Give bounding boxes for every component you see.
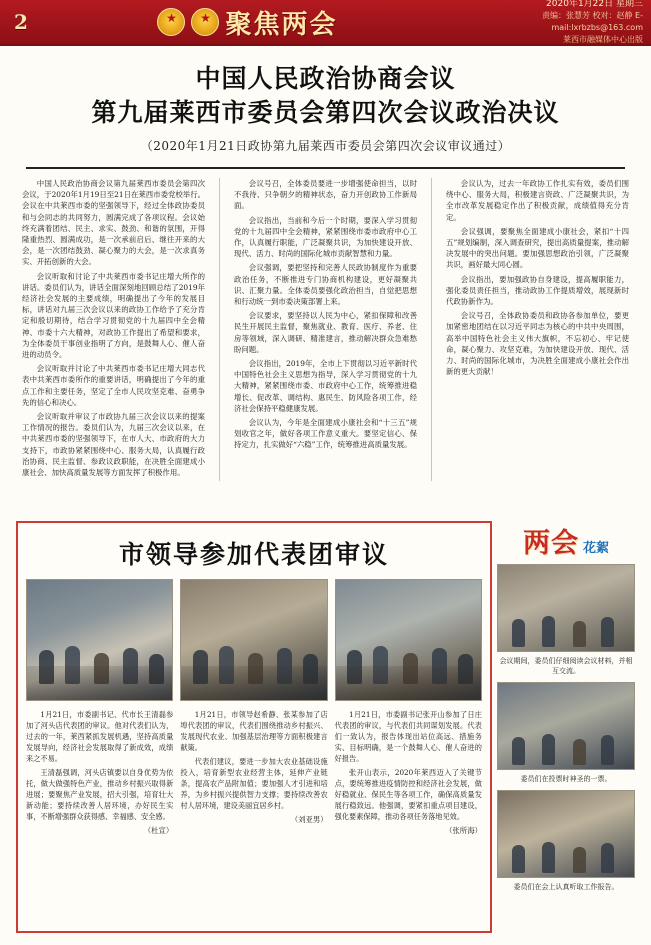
column-divider <box>219 178 220 481</box>
paragraph: 王清磊强调，河头店镇要以自身优势为依托，做大做强特色产业，推动乡村振兴取得新进展；要聚焦产业发展，招大引强，培育壮大新动能；要持续改善人居环境，办好民生实事，不断增强群众获得感、幸福感、安全感。 <box>26 768 174 821</box>
national-emblem-icon <box>157 8 185 36</box>
sidebar-rail <box>497 521 635 929</box>
paragraph: 会议号召，全体政协委员和政协各参加单位，要更加紧密地团结在以习近平同志为核心的中共中央周围，高举中国特色社会主义伟大旗帜，不忘初心、牢记使命，凝心聚力、攻坚克难，为加快建设开放、现代、活力、时尚的国际化城市，为决胜全面建成小康社会作出新的更大贡献！ <box>446 311 629 377</box>
cppcc-emblem-icon <box>191 8 219 36</box>
feature-column-1 <box>26 709 173 836</box>
rail-caption-1: 会议期间，委员们仔细阅读会议材料，并相互交流。 <box>499 657 633 675</box>
paragraph: 张开山表示，2020年莱西迈入了关键节点，要统筹推进疫情防控和经济社会发展，做好稳就业、保民生等各项工作，确保高质量发展行稳致远。他强调，要紧扣重点项目建设，强化要素保障，推动各项任务落地见效。 <box>334 768 482 821</box>
masthead-info <box>453 0 651 46</box>
feature-photo-row <box>18 579 490 701</box>
paragraph: 会议听取和讨论了中共莱西市委书记庄增大所作的讲话。委员们认为，讲话全面深刻地回顾总结了2019年经济社会发展的主要成绩，明确提出了今年的发展目标，讲话对九届三次会议以来的政协工作给予了充分肯定和殷切期待，结合学习贯彻党的十九届四中全会精神、市委十六大精神，对政协工作提出了希望和要求，为全体委员干事创业指明了方向，是鼓舞人心、催人奋进的动员令。 <box>22 271 205 360</box>
page-number: 2 <box>14 10 28 34</box>
article-column-3 <box>446 178 629 481</box>
photo-shade <box>336 666 481 700</box>
article-column-2 <box>234 178 417 481</box>
headline-line-2: 第九届莱西市委员会第四次会议政治决议 <box>91 98 560 127</box>
feature-text-row <box>18 701 490 836</box>
photo-delegation-2 <box>180 579 327 701</box>
paragraph: 会议指出，要加强政协自身建设，提高履职能力，强化委员责任担当，推动政协工作提质增效，展现新时代政协新作为。 <box>446 274 629 307</box>
headline-subtitle: （2020年1月21日政协第九届莱西市委员会第四次会议审议通过） <box>140 139 511 153</box>
paragraph: 会议认为，过去一年政协工作扎实有效，委员们围绕中心、服务大局，积极建言资政、广泛凝聚共识，为全市改革发展稳定作出了积极贡献，成绩值得充分肯定。 <box>446 179 629 222</box>
photo-shade <box>27 666 172 700</box>
photo-delegation-3 <box>335 579 482 701</box>
byline: （杜宣） <box>143 826 174 835</box>
photo-rail-3 <box>497 790 635 878</box>
paragraph: 会议认为，今年是全面建成小康社会和“十三五”规划收官之年，做好各项工作意义重大。要坚定信心、保持定力，扎实做好“六稳”工作，统筹推进高质量发展。 <box>234 418 417 450</box>
paragraph: 会议指出，当前和今后一个时期，要深入学习贯彻党的十九届四中全会精神，紧紧围绕市委市政府中心工作，认真履行职能，广泛凝聚共识，为加快建设开放、现代、活力、时尚的国际化城市贡献智慧和力量。 <box>234 215 417 259</box>
column-divider <box>431 178 432 481</box>
headline-block <box>0 46 651 158</box>
paragraph: 会议号召，全体委员要进一步增强使命担当，以时不我待、只争朝夕的精神状态，奋力开创政协工作新局面。 <box>234 179 417 211</box>
article-body <box>0 169 651 481</box>
article-column-1 <box>22 178 205 481</box>
paragraph: 1月21日，市委副书记、代市长王清磊参加了河头店代表团的审议。他对代表们认为，过去的一年，莱西紧抓发展机遇，坚持高质量发展导向，经济社会发展取得了新成效，成绩来之不易。 <box>26 710 174 763</box>
paragraph: 会议强调，要把坚持和完善人民政协制度作为重要政治任务，不断推进专门协商机构建设，更好凝聚共识、汇聚力量。全体委员要强化政治担当，自觉把思想和行动统一到市委决策部署上来。 <box>234 263 417 307</box>
masthead-center <box>42 4 453 41</box>
rail-title-sub: 花絮 <box>582 541 609 556</box>
headline-line-1: 中国人民政治协商会议 <box>195 64 456 93</box>
paragraph: 1月21日，市领导赵希静、张某参加了店埠代表团的审议，代表们围绕推动乡村振兴、发展现代农业、加强基层治理等方面积极建言献策。 <box>180 710 328 752</box>
rail-title <box>497 521 635 564</box>
paragraph: 会议听取并审议了市政协九届三次会议以来的提案工作情况的报告。委员们认为，九届三次会议以来，在中共莱西市委的坚强领导下，在市人大、市政府的大力支持下，市政协紧紧围绕中心、服务大局，认真履行政治协商、民主监督、参政议政职能，在决胜全面建成小康社会、加快高质量发展等方面发挥了积极作用。 <box>22 412 205 478</box>
paragraph: 中国人民政治协商会议第九届莱西市委员会第四次会议，于2020年1月19日至21日在莱西市委党校举行。会议在中共莱西市委的坚强领导下，经过全体政协委员和与会同志的共同努力，圆满完成了各项议程。会议始终充满着团结、民主、求实、鼓劲、和谐的氛围，开得隆重热烈、圆满成功，是一次承前启后、继往开来的大会，是一次团结鼓劲、凝心聚力的大会，是一次求真务实、开拓创新的大会。 <box>22 179 205 267</box>
photo-rail-1 <box>497 564 635 652</box>
rail-title-main: 两会 <box>522 528 579 559</box>
paragraph: 1月21日，市委副书记张开山参加了日庄代表团的审议，与代表们共同谋划发展。代表们一致认为，报告体现出站位高远、措施务实、目标明确，是一个鼓舞人心、催人奋进的好报告。 <box>334 710 482 763</box>
paragraph: 会议强调，要聚焦全面建成小康社会，紧扣“十四五”规划编制，深入调查研究，提出高质量提案，推动解决发展中的突出问题。要加强思想政治引领，广泛凝聚共识，画好最大同心圆。 <box>446 226 629 270</box>
rail-caption-3: 委员们在会上认真听取工作报告。 <box>513 883 619 891</box>
paragraph: 会议要求，要坚持以人民为中心，紧扣保障和改善民生开展民主监督，聚焦就业、教育、医疗、养老、住房等领域，深入调研、精准建言，推动解决群众急难愁盼问题。 <box>234 311 417 354</box>
masthead <box>0 0 651 46</box>
masthead-editor-line: 责编：张慧芳 校对：赵静 E-mail:lxrbzbs@163.com <box>541 11 643 32</box>
byline: （刘亚男） <box>290 815 328 824</box>
masthead-title: 聚焦两会 <box>225 9 338 40</box>
photo-delegation-1 <box>26 579 173 701</box>
masthead-publisher-line: 莱西市融媒体中心出版 <box>563 35 643 44</box>
paragraph: 会议听取并讨论了中共莱西市委书记庄增大同志代表中共莱西市委所作的重要讲话，明确提出了今年的重点工作和主要任务，坚定了全市人民攻坚克难、奋勇争先的信心和决心。 <box>22 364 205 407</box>
byline: （张所海） <box>445 826 482 835</box>
paragraph: 会议指出，2019年，全市上下贯彻以习近平新时代中国特色社会主义思想为指导，深入学习贯彻党的十九大精神，紧紧围绕市委、市政府中心工作，统筹推进稳增长、促改革、调结构、惠民生、防风险各项工作，经济社会保持平稳健康发展。 <box>234 359 417 413</box>
paragraph: 代表们建议，要进一步加大农业基础设施投入，培育新型农业经营主体，延伸产业链条，提高农产品附加值；要加强人才引进和培养，为乡村振兴提供智力支撑；要持续改善农村人居环境，建设美丽宜居乡村。 <box>180 757 328 810</box>
masthead-date: 2020年1月22日 星期三 <box>546 0 643 9</box>
feature-title: 市领导参加代表团审议 <box>118 540 389 569</box>
rail-caption-2: 委员们在投票时神圣的一票。 <box>520 775 612 783</box>
photo-shade <box>181 666 326 700</box>
feature-column-3 <box>335 709 482 836</box>
photo-rail-2 <box>497 682 635 770</box>
feature-column-2 <box>180 709 327 836</box>
feature-box <box>16 521 492 933</box>
